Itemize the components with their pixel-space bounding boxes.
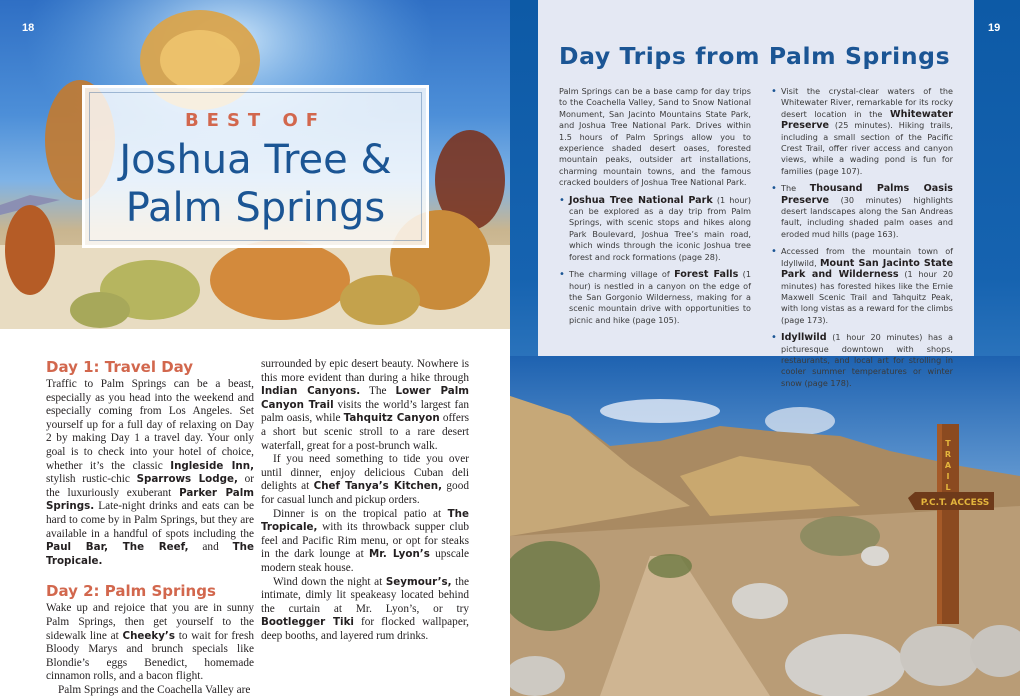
- bold-place-name: The Tropicale.: [46, 541, 254, 567]
- bold-place-name: Parker Palm Springs.: [46, 486, 254, 513]
- book-title: [85, 136, 426, 232]
- bold-place-name: Mr. Lyon’s: [369, 548, 430, 561]
- trail-sign-letter-t: T: [945, 439, 951, 448]
- day-trips-list-1: [559, 195, 751, 326]
- trail-sign-letter-a: A: [944, 461, 952, 470]
- trail-sign-letter-r: R: [944, 450, 952, 459]
- day-trips-intro: Palm Springs can be a base camp for day trips to the Coachella Valley, Sand to Snow National Monument, San Jacinto Mountains State Park, and Joshua Tree National Park. Drives within 1.5 hours of Palm Springs allow you to experience shaded desert oases, forested mountain peaks, outsider art installations, charming mountain towns, and the famous cracked boulders of Joshua Tree National Park.: [559, 86, 751, 188]
- bold-place-name: Paul Bar, The Reef,: [46, 541, 189, 554]
- bold-place-name: Tahquitz Canyon: [343, 412, 440, 425]
- best-of-kicker: BEST OF: [184, 110, 327, 131]
- day-2-paragraph-3: surrounded by epic desert beauty. Nowhere is this more evident than during a hike through Indian Canyons. The Lower Palm Canyon Trail visits the world’s largest fan palm oasis, while Tahquitz Canyon offers a short but scenic stroll to a rare desert waterfall, great for a post-brunch walk.: [261, 358, 469, 452]
- bold-place-name: Thousand Palms Oasis Preserve: [781, 183, 953, 206]
- day-trips-column-2: [771, 86, 953, 389]
- bold-place-name: Forest Falls: [674, 269, 739, 281]
- hero-cactus-photo: [0, 0, 510, 329]
- pct-access-sign-text: P.C.T. ACCESS: [920, 498, 990, 508]
- bold-place-name: Chef Tanya’s Kitchen,: [313, 480, 443, 493]
- page-number-left: 18: [22, 22, 35, 34]
- desert-trail-photo: [510, 356, 1020, 696]
- trail-sign-letter-i: I: [946, 472, 950, 481]
- bold-place-name: The Tropicale,: [261, 507, 469, 534]
- bold-place-name: Seymour’s,: [385, 575, 452, 588]
- day-trips-list-2: [771, 86, 953, 389]
- day-trip-joshua-tree: • Joshua Tree National Park (1 hour) can be explored as a day trip from Palm Springs, with scenic stops and hikes along Park Boulevard, Joshua Tree’s main road, which winds through the iconic Joshua tree forest and rock formations (page 28).: [559, 195, 751, 263]
- day-2-paragraph-5: Dinner is on the tropical patio at The Tropicale, with its throwback supper club feel and Pacific Rim menu, or opt for steaks in the dark lounge at Mr. Lyon’s upscale modern steak house.: [261, 507, 470, 574]
- bold-place-name: Joshua Tree National Park: [569, 194, 713, 206]
- section-heading-day-2: Day 2: Palm Springs: [46, 582, 216, 601]
- day-1-paragraph: Traffic to Palm Springs can be a beast, especially as you head into the weekend and especially coming from Los Angeles. Set yourself up for a full day of relaxing on Day 2 by making Day 1 a travel day. Your only goal is to check into your hotel of choice, whether it’s the classic Ingleside Inn, stylish rustic-chic Sparrows Lodge, or the luxuriously exuberant Parker Palm Springs. Late-night drinks and eats can be hard to come by in Palm Springs, but they are available in a handful of spots including the Paul Bar, The Reef, and The Tropicale.: [46, 378, 255, 567]
- bold-place-name: Indian Canyons.: [261, 385, 361, 398]
- day-trip-whitewater: • Visit the crystal-clear waters of the Whitewater River, remarkable for its rocky desert location in the Whitewater Preserve (25 minutes). Hiking trails, including a small section of the Pacific Crest Trail, offer river access and canyon views, while a wading pond is fun for families (page 107).: [771, 86, 953, 177]
- day-2-paragraph-1: Wake up and rejoice that you are in sunny Palm Springs, then get yourself to the sidewalk line at Cheeky’s to wait for fresh Bloody Marys and brunch specials like Blondie’s eggs Benedict, homemade cinnamon rolls, and a bacon flight.: [46, 602, 254, 683]
- book-title-line-1: Joshua Tree &: [119, 137, 392, 183]
- day-trip-idyllwild: • Idyllwild (1 hour 20 minutes) has a picturesque downtown with shops, restaurants, and local art for strolling in cooler summer temperatures or winter snow (page 178).: [771, 332, 953, 389]
- bold-place-name: Cheeky’s: [122, 629, 175, 642]
- bold-place-name: Sparrows Lodge,: [136, 473, 238, 486]
- bold-place-name: Mount San Jacinto State Park and Wilderness: [781, 257, 953, 281]
- day-trips-panel: [538, 0, 974, 388]
- trail-sign-letter-l: L: [945, 483, 951, 492]
- day-2-paragraph-2: Palm Springs and the Coachella Valley are: [58, 683, 251, 696]
- day-2-paragraph-4: If you need something to tide you over until dinner, enjoy delicious Cuban deli delights at Chef Tanya’s Kitchen, good for casual lunch and pickup orders.: [261, 453, 469, 506]
- day-trip-mount-san-jacinto: • Accessed from the mountain town of Idyllwild, Mount San Jacinto State Park and Wilderness (1 hour 20 minutes) has forested hikes like the Ernie Maxwell Scenic Trail and Tahquitz Peak, with long vistas as a reward for the climbs (page 173).: [771, 246, 953, 326]
- itinerary-column-2: [261, 358, 469, 643]
- page-number-right: 19: [988, 22, 1001, 34]
- right-page: [510, 0, 1020, 696]
- bold-place-name: Whitewater Preserve: [781, 108, 953, 132]
- day-trips-title: Day Trips from Palm Springs: [559, 42, 951, 70]
- book-title-line-2: Palm Springs: [125, 185, 386, 231]
- day-trips-column-1: [559, 86, 751, 326]
- section-heading-day-1: Day 1: Travel Day: [46, 358, 194, 376]
- bold-place-name: Ingleside Inn,: [170, 459, 255, 472]
- day-trip-thousand-palms: • The Thousand Palms Oasis Preserve (30 minutes) highlights desert landscapes along the San Andreas fault, including shaded palm oases and eroded mud hills (page 163).: [771, 183, 953, 240]
- itinerary-column-1: [46, 358, 254, 696]
- bold-place-name: Idyllwild: [781, 332, 827, 344]
- day-trip-forest-falls: • The charming village of Forest Falls (1 hour) is nestled in a canyon on the edge of the San Gorgonio Wilderness, making for a scenic mountain drive with opportunities to picnic and hike (page 105).: [559, 269, 751, 326]
- bold-place-name: Bootlegger Tiki: [261, 616, 354, 629]
- title-box: [82, 85, 429, 248]
- bold-place-name: Lower Palm Canyon Trail: [261, 385, 469, 411]
- day-2-paragraph-6: Wind down the night at Seymour’s, the intimate, dimly lit speakeasy located behind the curtain at Mr. Lyon’s, or try Bootlegger Tiki for flocked wallpaper, deep booths, and layered rum drinks.: [261, 575, 469, 642]
